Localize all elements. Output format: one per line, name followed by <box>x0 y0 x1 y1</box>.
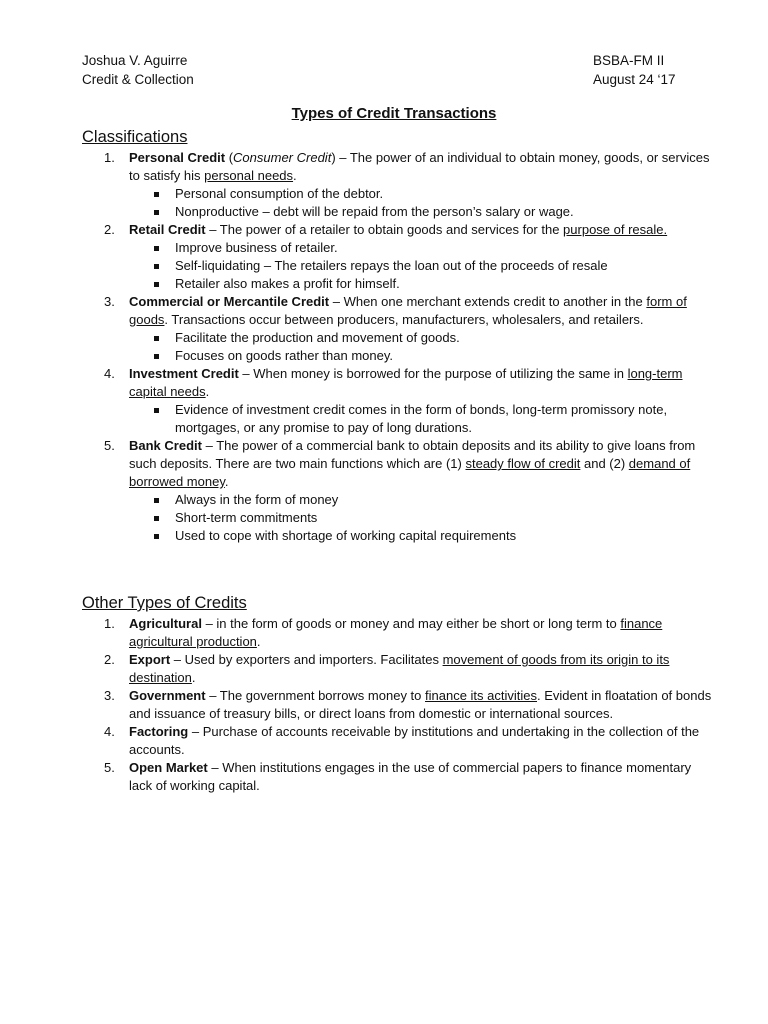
item-term: Open Market <box>129 760 208 775</box>
bullet-item <box>82 239 712 257</box>
item-text: – The power of a retailer to obtain goods and services for the <box>205 222 564 237</box>
bullet-item <box>82 347 712 365</box>
item-text: – Used by exporters and importers. Facilitates <box>170 652 443 667</box>
list-item <box>82 651 712 687</box>
bullet-list <box>129 491 712 545</box>
bullet-text: Improve business of retailer. <box>175 240 338 255</box>
bullet-item <box>82 329 712 347</box>
bullet-text: Short-term commitments <box>175 510 318 525</box>
classifications-heading: Classifications <box>82 128 188 146</box>
item-text: . <box>293 168 297 183</box>
item-underlined: movement of goods from its origin to its destination <box>129 652 670 685</box>
item-term: Investment Credit <box>129 366 239 381</box>
item-underlined: finance its activities <box>425 688 538 703</box>
other-types-list <box>82 615 712 795</box>
item-number: 1. <box>104 616 115 631</box>
item-number: 2. <box>104 222 115 237</box>
item-number: 4. <box>104 724 115 739</box>
bullet-icon <box>154 534 159 539</box>
item-number: 1. <box>104 150 115 165</box>
item-text: . <box>224 474 229 489</box>
item-text: . <box>205 384 210 399</box>
classifications-list <box>82 149 712 545</box>
bullet-icon <box>154 354 159 359</box>
item-text: ) – The power of an individual to obtain money, goods, or services to satisfy his <box>129 150 710 183</box>
item-underlined: personal needs <box>204 168 294 183</box>
classifications-section <box>82 126 712 545</box>
other-types-heading: Other Types of Credits <box>82 594 247 612</box>
item-text: . Transactions occur between producers, manufacturers, wholesalers, and retailers. <box>164 312 644 327</box>
bullet-icon <box>154 282 159 287</box>
item-term: Export <box>129 652 171 667</box>
bullet-icon <box>154 498 159 503</box>
item-text: and (2) <box>580 456 629 471</box>
item-underlined: steady flow of credit <box>465 456 581 471</box>
item-text: . <box>191 670 196 685</box>
item-underlined: form of goods <box>129 294 687 327</box>
item-number: 5. <box>104 438 115 453</box>
bullet-item <box>82 509 712 527</box>
item-number: 3. <box>104 294 115 309</box>
bullet-item <box>82 401 712 437</box>
item-number: 2. <box>104 652 115 667</box>
item-term: Retail Credit <box>129 222 206 237</box>
program-label: BSBA-FM II <box>593 53 665 68</box>
item-text: – The government borrows money to <box>205 688 426 703</box>
list-item <box>82 723 712 759</box>
bullet-list <box>129 185 712 221</box>
item-number: 5. <box>104 760 115 775</box>
bullet-text: Self-liquidating – The retailers repays the loan out of the proceeds of resale <box>175 258 608 273</box>
item-text: – When institutions engages in the use of commercial papers to finance momentary lack of working capital. <box>129 760 692 793</box>
item-text: – When money is borrowed for the purpose of utilizing the same in <box>238 366 628 381</box>
bullet-icon <box>154 336 159 341</box>
bullet-text: Evidence of investment credit comes in the form of bonds, long-term promissory note, mortgages, or any promise to pay of long durations. <box>175 402 668 435</box>
item-text: – When one merchant extends credit to another in the <box>329 294 647 309</box>
bullet-icon <box>154 192 159 197</box>
list-item <box>82 293 712 365</box>
bullet-icon <box>154 246 159 251</box>
meta-block <box>593 51 676 89</box>
item-term: Factoring <box>129 724 189 739</box>
bullet-text: Always in the form of money <box>175 492 339 507</box>
bullet-icon <box>154 516 159 521</box>
bullet-icon <box>154 210 159 215</box>
item-term: Commercial or Mercantile Credit <box>129 294 330 309</box>
bullet-icon <box>154 408 159 413</box>
item-term: Personal Credit <box>129 150 226 165</box>
item-text: . Evident in floatation of bonds and issuance of treasury bills, or direct loans from domestic or international sources. <box>129 688 712 721</box>
author-name: Joshua V. Aguirre <box>82 53 188 68</box>
list-item <box>82 365 712 437</box>
item-term: Government <box>129 688 206 703</box>
item-underlined: demand of borrowed money <box>129 456 691 489</box>
item-text: ( <box>225 150 234 165</box>
bullet-text: Used to cope with shortage of working capital requirements <box>175 528 517 543</box>
bullet-text: Retailer also makes a profit for himself. <box>175 276 400 291</box>
bullet-item <box>82 491 712 509</box>
date-label: August 24 ‘17 <box>593 72 676 87</box>
bullet-item <box>82 185 712 203</box>
bullet-icon <box>154 264 159 269</box>
other-types-section <box>82 592 712 795</box>
bullet-list <box>129 239 712 293</box>
item-underlined: long-term capital needs <box>129 366 683 399</box>
course-name: Credit & Collection <box>82 72 194 87</box>
list-item <box>82 149 712 221</box>
item-underlined: finance agricultural production <box>129 616 663 649</box>
item-text: – The power of a commercial bank to obtain deposits and its ability to give loans from such deposits. There are two main functions which are (1) <box>129 438 696 471</box>
bullet-list <box>129 329 712 365</box>
item-term: Agricultural <box>129 616 202 631</box>
item-alt-term: Consumer Credit <box>233 150 332 165</box>
item-underlined: purpose of resale. <box>563 222 668 237</box>
author-block <box>82 51 194 89</box>
bullet-list <box>129 401 712 437</box>
bullet-item <box>82 203 712 221</box>
item-text: . <box>256 634 261 649</box>
list-item <box>82 687 712 723</box>
item-number: 3. <box>104 688 115 703</box>
list-item <box>82 759 712 795</box>
bullet-item <box>82 527 712 545</box>
bullet-item <box>82 275 712 293</box>
item-text: – Purchase of accounts receivable by institutions and undertaking in the collection of the accounts. <box>129 724 700 757</box>
bullet-item <box>82 257 712 275</box>
item-number: 4. <box>104 366 115 381</box>
bullet-text: Focuses on goods rather than money. <box>175 348 393 363</box>
list-item <box>82 221 712 293</box>
bullet-text: Personal consumption of the debtor. <box>175 186 384 201</box>
item-text: – in the form of goods or money and may either be short or long term to <box>201 616 621 631</box>
list-item <box>82 615 712 651</box>
item-term: Bank Credit <box>129 438 202 453</box>
list-item <box>82 437 712 545</box>
page-title: Types of Credit Transactions <box>291 105 497 122</box>
bullet-text: Facilitate the production and movement of goods. <box>175 330 460 345</box>
bullet-text: Nonproductive – debt will be repaid from the person’s salary or wage. <box>175 204 574 219</box>
